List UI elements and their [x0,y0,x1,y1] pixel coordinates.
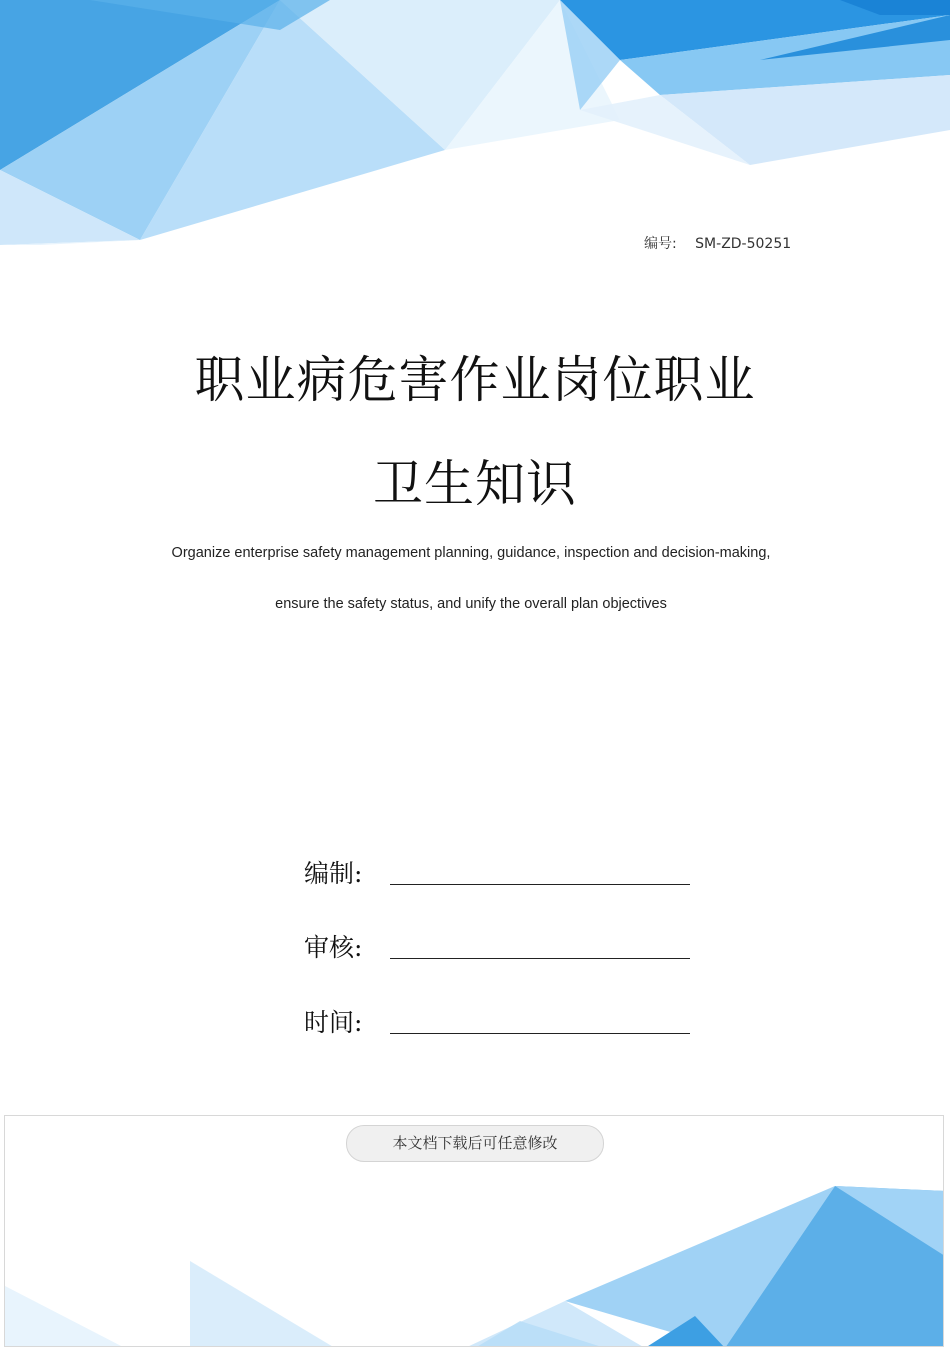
subtitle-line-1: Organize enterprise safety management planning, guidance, inspection and decision-making, [171,545,771,561]
signature-label: 时间: [304,1008,363,1037]
signature-row-compiled [304,854,704,894]
document-number-value: SM-ZD-50251 [695,236,792,252]
signature-line [390,1033,690,1034]
document-number [644,233,791,253]
document-number-label: 编号: [644,236,677,252]
signature-row-reviewed [304,928,704,968]
signature-line [390,884,690,885]
document-title-line-2: 卫生知识 [373,455,577,513]
signature-row-date [304,1003,704,1043]
signature-label: 审核: [304,933,363,962]
signature-line [390,958,690,959]
subtitle-line-2: ensure the safety status, and unify the overall plan objectives [275,596,667,612]
document-title-line-1: 职业病危害作业岗位职业 [194,351,756,409]
editable-notice-badge: 本文档下载后可任意修改 [346,1125,604,1162]
signature-label: 编制: [304,859,363,888]
header-decoration [0,0,950,245]
